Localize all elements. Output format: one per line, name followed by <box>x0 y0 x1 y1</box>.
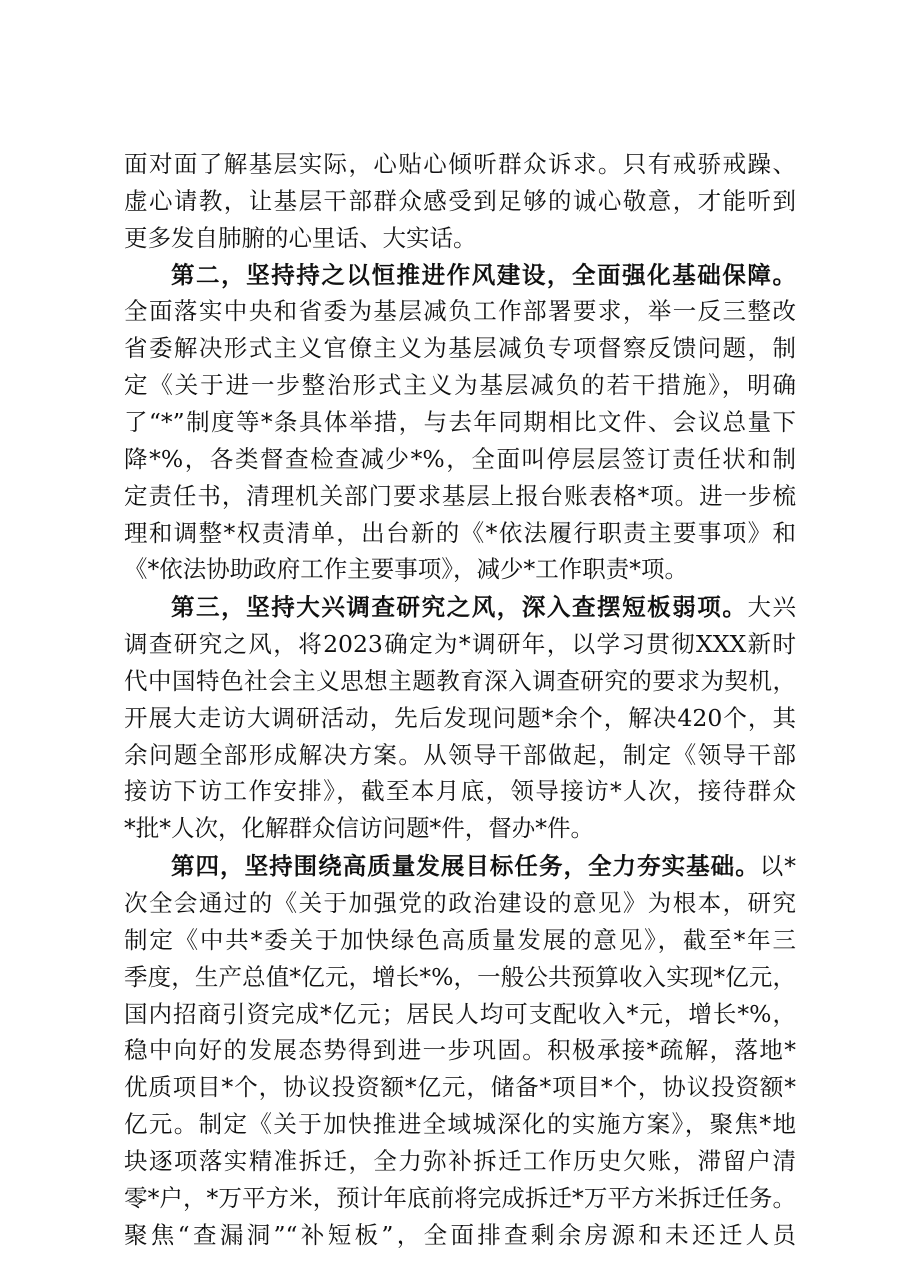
section-heading-3: 第三，坚持大兴调查研究之风，深入查摆短板弱项。 <box>171 593 748 621</box>
text-run: 以* <box>759 852 797 880</box>
text-line: 面对面了解基层实际，心贴心倾听群众诉求。只有戒骄戒躁、 <box>124 150 796 178</box>
text-line: 零*户，*万平方米，预计年底前将完成拆迁*万平方米拆迁任务。 <box>124 1184 796 1212</box>
text-line: 更多发自肺腑的心里话、大实话。 <box>124 224 477 252</box>
section-heading-4: 第四，坚持围绕高质量发展目标任务，全力夯实基础。 <box>171 852 760 880</box>
text-line: 《*依法协助政府工作主要事项》，减少*工作职责*项。 <box>124 555 688 583</box>
text-line: *批*人次，化解群众信访问题*件，督办*件。 <box>124 814 594 842</box>
text-line: 接访下访工作安排》，截至本月底，领导接访*人次，接待群众 <box>124 777 796 805</box>
section-heading-2: 第二，坚持持之以恒推进作风建设，全面强化基础保障。 <box>171 261 796 289</box>
text-line: 调查研究之风，将2023确定为*调研年，以学习贯彻XXX新时 <box>124 630 796 658</box>
text-line: 理和调整*权责清单，出台新的《*依法履行职责主要事项》和 <box>124 519 796 547</box>
text-run: 大兴 <box>747 593 796 621</box>
text-line: 代中国特色社会主义思想主题教育深入调查研究的要求为契机， <box>124 667 796 695</box>
text-line: 定责任书，清理机关部门要求基层上报台账表格*项。进一步梳 <box>124 482 796 510</box>
text-line: 省委解决形式主义官僚主义为基层减负专项督察反馈问题，制 <box>124 334 796 362</box>
text-line: 亿元。制定《关于加快推进全域城深化的实施方案》，聚焦*地 <box>124 1110 796 1138</box>
text-line: 全面落实中央和省委为基层减负工作部署要求，举一反三整改 <box>124 297 796 325</box>
text-line: 块逐项落实精准拆迁，全力弥补拆迁工作历史欠账，滞留户清 <box>124 1147 796 1175</box>
text-line: 优质项目*个，协议投资额*亿元，储备*项目*个，协议投资额* <box>124 1073 796 1101</box>
text-line: 定《关于进一步整治形式主义为基层减负的若干措施》，明确 <box>124 371 796 399</box>
paragraph-line <box>171 593 796 621</box>
text-line: 稳中向好的发展态势得到进一步巩固。积极承接*疏解，落地* <box>124 1036 796 1064</box>
text-line: 聚焦“查漏洞”“补短板”，全面排查剩余房源和未还迁人员 <box>124 1221 796 1249</box>
text-line: 余问题全部形成解决方案。从领导干部做起，制定《领导干部 <box>124 741 796 769</box>
text-line: 国内招商引资完成*亿元；居民人均可支配收入*元，增长*%， <box>124 1000 796 1028</box>
text-line: 季度，生产总值*亿元，增长*%，一般公共预算收入实现*亿元， <box>124 963 796 991</box>
paragraph-line <box>171 852 797 880</box>
text-line: 虚心请教，让基层干部群众感受到足够的诚心敬意，才能听到 <box>124 187 796 215</box>
text-line: 降*%，各类督查检查减少*%，全面叫停层层签订责任状和制 <box>124 445 796 473</box>
text-line: 了“*”制度等*条具体举措，与去年同期相比文件、会议总量下 <box>124 408 796 436</box>
text-line: 开展大走访大调研活动，先后发现问题*余个，解决420个，其 <box>124 704 796 732</box>
text-line: 次全会通过的《关于加强党的政治建设的意见》为根本，研究 <box>124 889 796 917</box>
text-line: 制定《中共*委关于加快绿色高质量发展的意见》，截至*年三 <box>124 926 796 954</box>
